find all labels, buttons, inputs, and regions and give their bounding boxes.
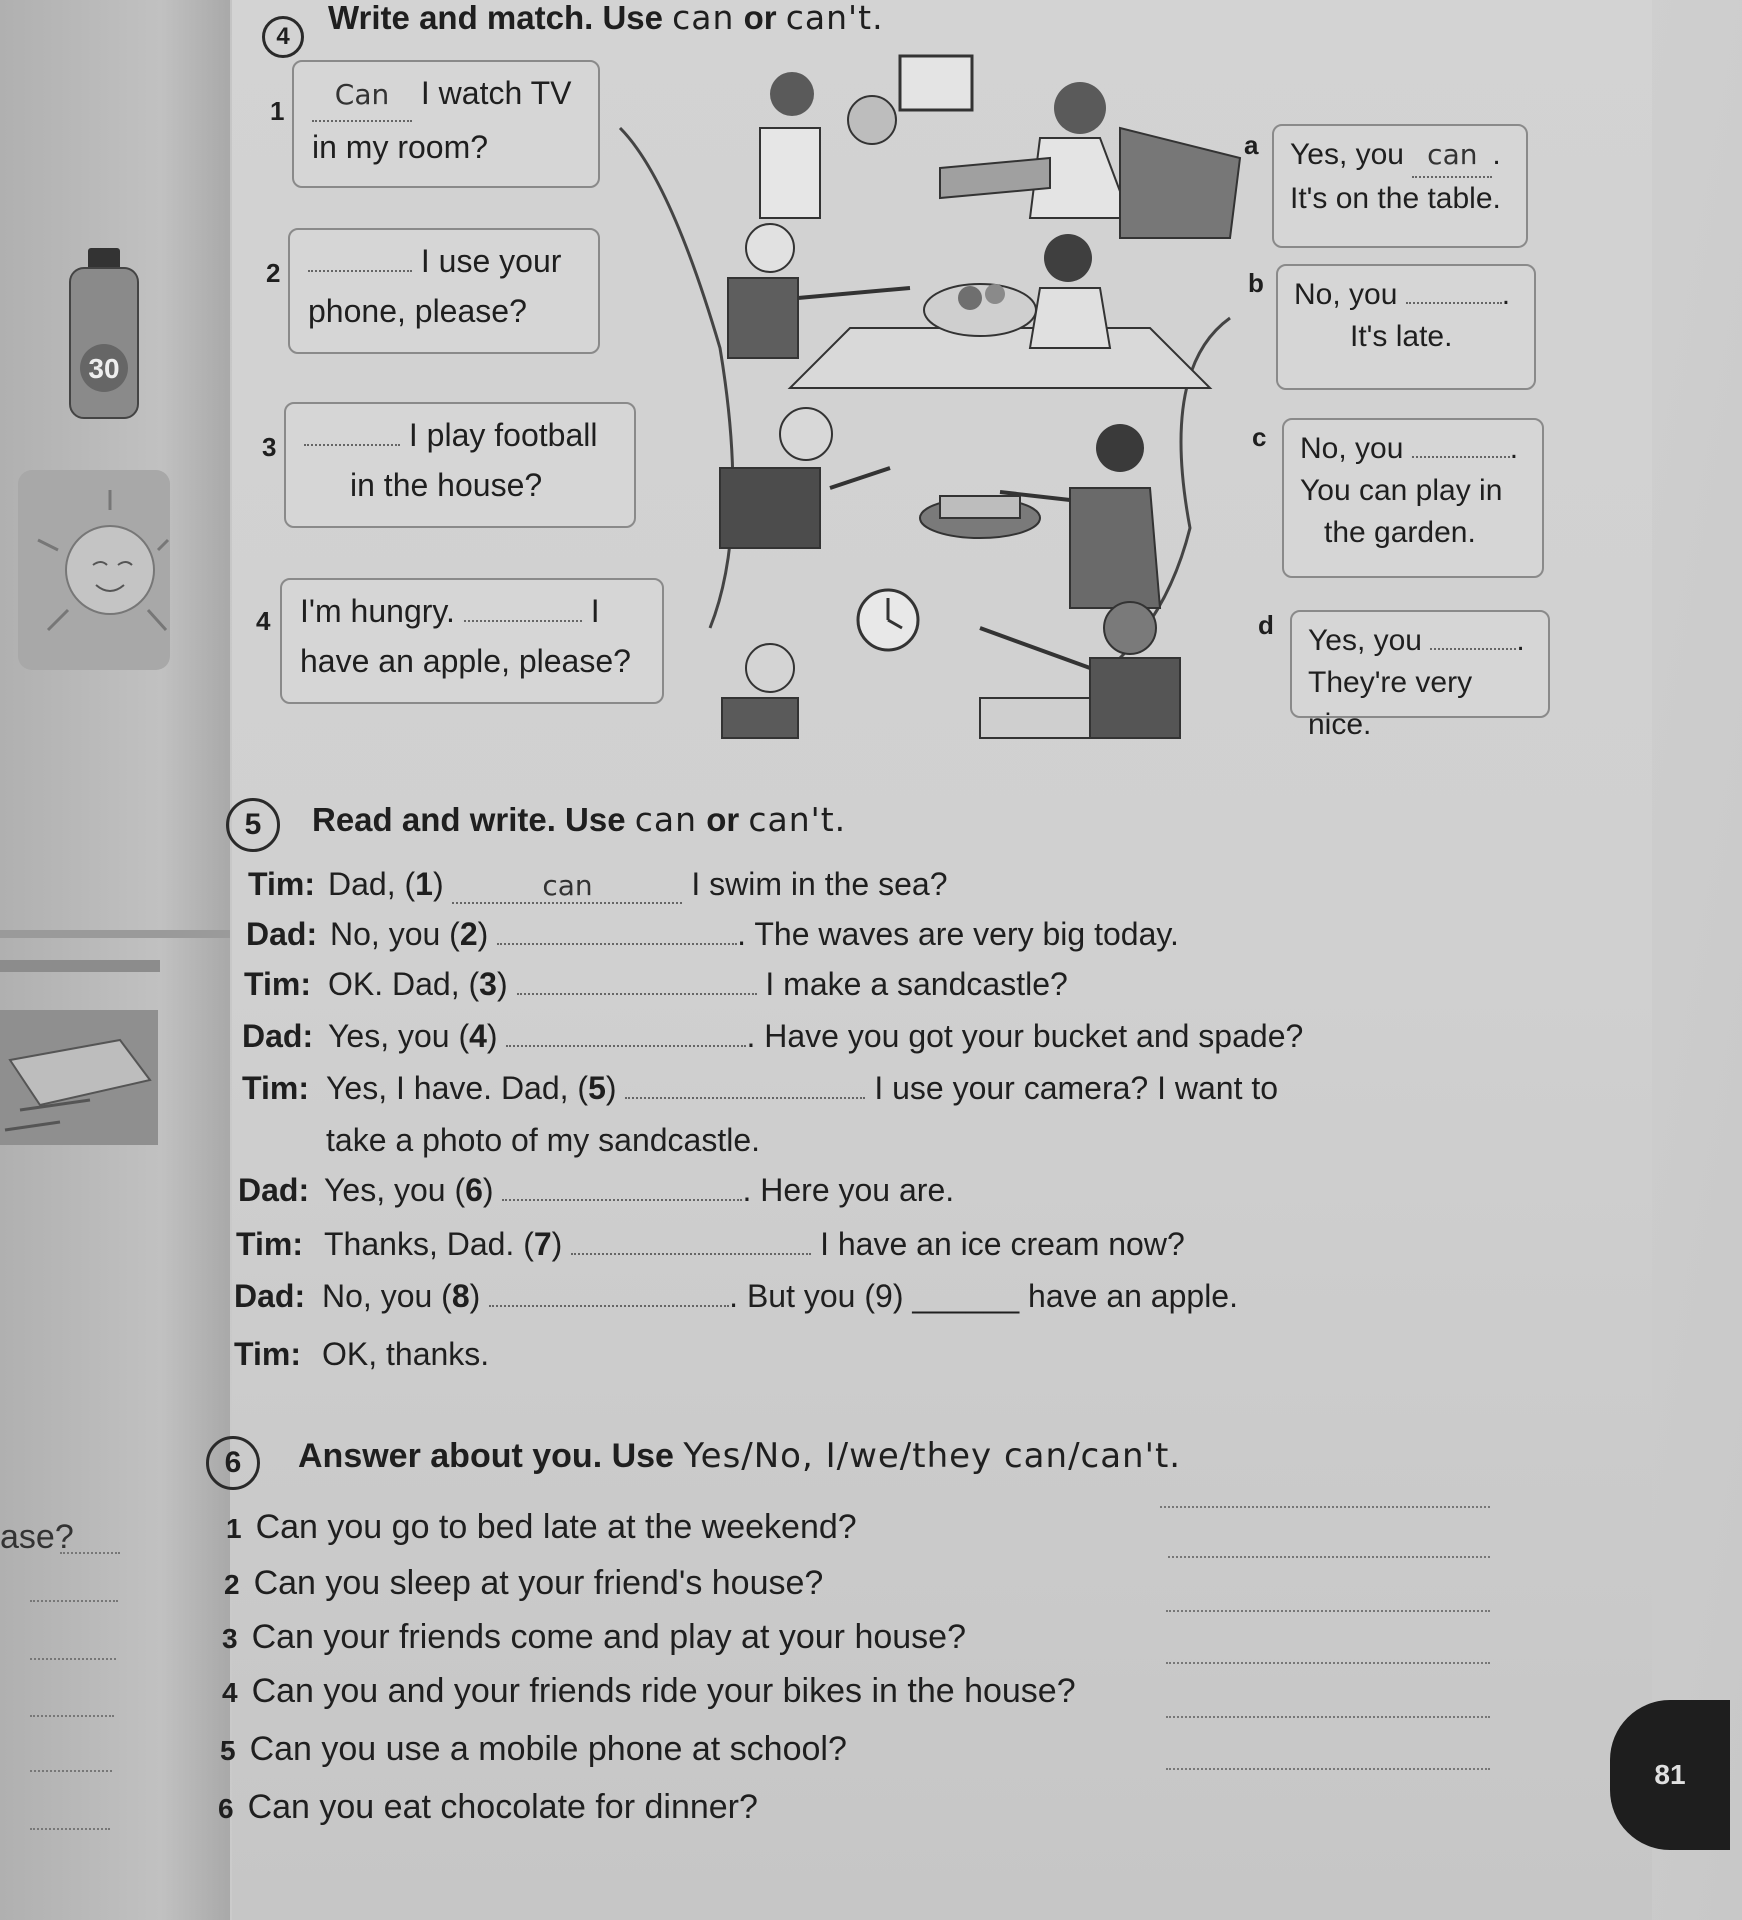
answer-a-letter: a [1244,130,1259,160]
question-2-box: I use your phone, please? [288,228,600,354]
question-6-4: 4 Can you and your friends ride your bikes in the house? [222,1672,1076,1710]
left-facing-page [0,0,230,1920]
answer-line [30,1715,114,1717]
illustration-family-scenes [600,48,1280,748]
answer-line [30,1600,118,1602]
answer-line [30,1658,116,1660]
answer-c-box: No, you . You can play in the garden. [1282,418,1544,578]
question-6-2: 2 Can you sleep at your friend's house? [224,1564,824,1602]
dialogue-line-2: Dad: No, you (2) . The waves are very big today. [246,916,1179,952]
answer-blank-2[interactable] [308,270,412,272]
answer-line [60,1552,120,1554]
answer-line [30,1828,110,1830]
answer-line-4[interactable] [1166,1662,1490,1664]
dialogue-blank-6[interactable] [502,1199,742,1201]
dialogue-line-4: Dad: Yes, you (4) . Have you got your bucket and spade? [242,1018,1304,1054]
dialogue-line-3: Tim: OK. Dad, (3) I make a sandcastle? [244,966,1068,1002]
dialogue-blank-1[interactable]: can [452,869,682,904]
exercise-5-number: 5 [226,798,280,852]
answer-b-letter: b [1248,268,1264,298]
dialogue-line-9: Tim: OK, thanks. [234,1336,490,1372]
answer-line-2[interactable] [1168,1556,1490,1558]
answer-line-5[interactable] [1166,1716,1490,1718]
question-6-1: 1 Can you go to bed late at the weekend? [226,1508,857,1546]
answer-blank-c[interactable] [1412,456,1510,458]
answer-line-1[interactable] [1160,1506,1490,1508]
notebook-icon [0,1010,158,1145]
question-6-6: 6 Can you eat chocolate for dinner? [218,1788,758,1826]
answer-blank-1[interactable]: Can [312,70,412,122]
exercise-6-title: Answer about you. Use Yes/No, I/we/they can/can't. [298,1436,1182,1476]
sun-icon [18,470,170,670]
question-3-box: I play football in the house? [284,402,636,528]
dialogue-line-5-continued: take a photo of my sandcastle. [326,1122,761,1158]
left-page-text-fragment: ase? [0,1518,74,1556]
dialogue-blank-2[interactable] [497,943,737,945]
answer-line [30,1770,112,1772]
answer-blank-a[interactable]: can [1412,134,1492,178]
question-1-number: 1 [270,96,285,126]
dialogue-blank-5[interactable] [625,1097,865,1099]
divider [0,960,160,972]
question-4-box: I'm hungry. I have an apple, please? [280,578,664,704]
answer-blank-4[interactable] [464,620,582,622]
question-4-number: 4 [256,606,271,636]
question-2-number: 2 [266,258,281,288]
answer-line-3[interactable] [1166,1610,1490,1612]
sunscreen-bottle-icon [58,240,148,430]
dialogue-line-6: Dad: Yes, you (6) . Here you are. [238,1172,955,1208]
answer-d-letter: d [1258,610,1274,640]
dialogue-blank-8[interactable] [489,1305,729,1307]
answer-blank-3[interactable] [304,444,400,446]
dialogue-line-8: Dad: No, you (8) . But you (9) ______ have an apple. [234,1278,1238,1314]
svg-text:30: 30 [88,353,120,384]
dialogue-blank-7[interactable] [571,1253,811,1255]
question-6-5: 5 Can you use a mobile phone at school? [220,1730,847,1768]
exercise-5-title: Read and write. Use can or can't. [312,800,847,839]
exercise-4-title: Write and match. Use can or can't. [328,0,884,37]
sun-picture [18,470,170,670]
dialogue-blank-3[interactable] [517,993,757,995]
answer-b-box: No, you . It's late. [1276,264,1536,390]
answer-c-letter: c [1252,422,1267,452]
answer-d-box: Yes, you . They're very nice. [1290,610,1550,718]
divider [0,930,230,938]
answer-a-box: Yes, you can . It's on the table. [1272,124,1528,248]
question-1-box: Can I watch TV in my room? [292,60,600,188]
dialogue-blank-4[interactable] [506,1045,746,1047]
dialogue-line-1: Tim: Dad, (1) can I swim in the sea? [248,866,948,902]
exercise-4-number: 4 [262,16,304,58]
question-6-3: 3 Can your friends come and play at your house? [222,1618,966,1656]
dialogue-line-7: Tim: Thanks, Dad. (7) I have an ice cream now? [236,1226,1185,1262]
dialogue-line-5: Tim: Yes, I have. Dad, (5) I use your camera? I want to [242,1070,1279,1106]
answer-blank-b[interactable] [1406,302,1502,304]
exercise-6-number: 6 [206,1436,260,1490]
notebook-picture [0,1010,158,1145]
question-3-number: 3 [262,432,277,462]
answer-line-6[interactable] [1166,1768,1490,1770]
answer-blank-d[interactable] [1430,648,1516,650]
page-number: 81 [1610,1700,1730,1850]
